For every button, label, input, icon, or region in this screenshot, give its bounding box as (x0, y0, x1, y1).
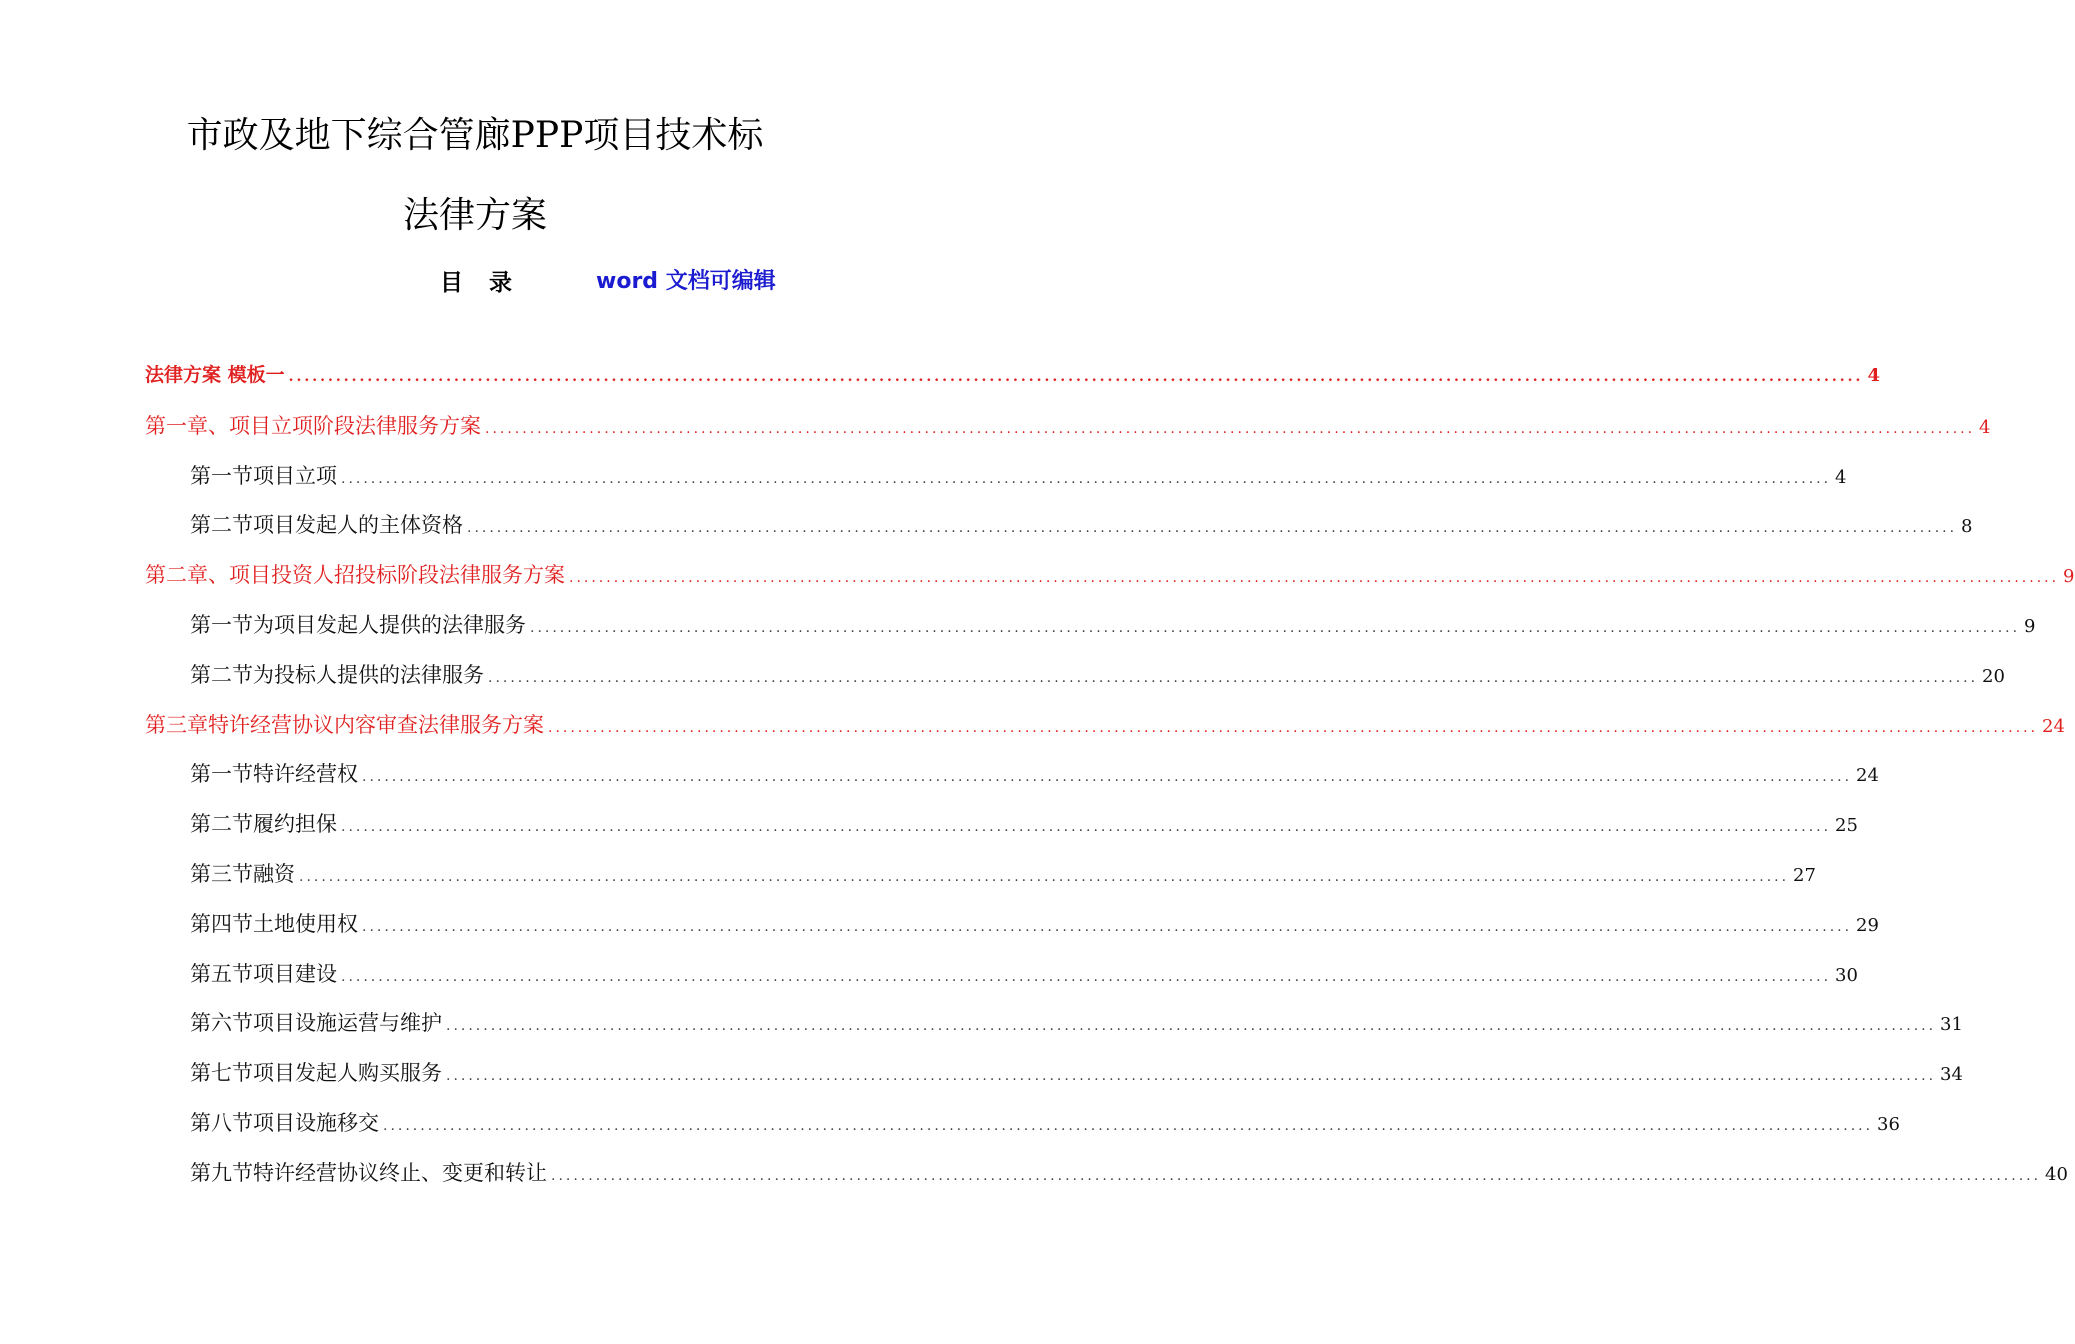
toc-header (440, 264, 800, 298)
toc-entry[interactable] (145, 559, 2075, 593)
toc-entry[interactable] (145, 410, 1991, 444)
toc-entry-page: 20 (1982, 665, 2005, 687)
document-title-line2: 法律方案 (402, 195, 547, 236)
toc-entry-page: 4 (1979, 416, 1991, 438)
toc-leader-dots: ........................................................................................................................................................................................................ (299, 869, 1790, 885)
document-title-line1: 市政及地下综合管廊PPP项目技术标 (186, 115, 764, 156)
toc-entry-label: 第九节特许经营协议终止、变更和转让 (190, 1160, 547, 1185)
toc-entry-page: 27 (1793, 865, 1816, 886)
toc-entry-page: 40 (2045, 1163, 2068, 1185)
toc-entry-page: 29 (1856, 914, 1879, 936)
toc-entry[interactable] (145, 709, 2065, 743)
toc-leader-dots: ........................................................................................................................................................................................................ (485, 420, 1976, 437)
toc-entry-label: 第二节履约担保 (190, 812, 337, 837)
toc-entry[interactable] (145, 360, 1880, 394)
toc-heading: 目录 (440, 270, 538, 296)
toc-entry-page: 24 (2042, 715, 2065, 737)
toc-entry-label: 第二节项目发起人的主体资格 (190, 513, 463, 538)
toc-entry[interactable] (190, 1157, 2068, 1191)
toc-leader-dots: ........................................................................................................................................................................................................ (488, 669, 1979, 686)
toc-entry-page: 4 (1867, 365, 1880, 386)
toc-entry-label: 第一节项目立项 (190, 463, 337, 488)
toc-entry[interactable] (190, 958, 1858, 992)
toc-entry-page: 25 (1835, 815, 1858, 837)
toc-entry-page: 34 (1940, 1064, 1963, 1086)
toc-entry-page: 24 (1856, 765, 1879, 787)
toc-entry[interactable] (190, 908, 1879, 942)
toc-entry-page: 9 (2024, 616, 2036, 637)
toc-entry-label: 第二章、项目投资人招投标阶段法律服务方案 (145, 563, 565, 588)
toc-entry-label: 第一节为项目发起人提供的法律服务 (190, 613, 526, 637)
toc-leader-dots: ........................................................................................................................................................................................................ (362, 918, 1853, 935)
toc-leader-dots: ........................................................................................................................................................................................................ (551, 1167, 2042, 1184)
toc-entry-page: 4 (1835, 466, 1847, 488)
toc-entry-label: 第三章特许经营协议内容审查法律服务方案 (145, 712, 544, 737)
toc-leader-dots: ........................................................................................................................................................................................................ (446, 1068, 1937, 1085)
toc-entry-label: 第五节项目建设 (190, 961, 337, 986)
toc-entry[interactable] (190, 509, 1973, 543)
toc-entry-label: 第一节特许经营权 (190, 762, 358, 787)
toc-entry-label: 法律方案 模板一 (145, 364, 285, 386)
toc-entry[interactable] (190, 1007, 1963, 1041)
toc-leader-dots: ........................................................................................................................................................................................................ (383, 1118, 1874, 1134)
toc-leader-dots: ........................................................................................................................................................................................................ (530, 620, 2021, 636)
editable-note: word 文档可编辑 (596, 269, 776, 294)
toc-entry-label: 第一章、项目立项阶段法律服务方案 (145, 413, 481, 438)
toc-entry-label: 第二节为投标人提供的法律服务 (190, 662, 484, 687)
toc-entry-page: 9 (2063, 566, 2075, 588)
toc-leader-dots: ........................................................................................................................................................................................................ (569, 570, 2060, 587)
toc-entry-label: 第六节项目设施运营与维护 (190, 1011, 442, 1036)
toc-entry[interactable] (190, 460, 1847, 494)
toc-leader-dots: ........................................................................................................................................................................................................ (341, 968, 1832, 985)
toc-entry[interactable] (190, 758, 1879, 792)
toc-leader-dots: ........................................................................................................................................................................................................ (288, 369, 1864, 385)
toc-entry[interactable] (190, 808, 1858, 842)
toc-leader-dots: ........................................................................................................................................................................................................ (548, 719, 2039, 736)
toc-entry[interactable] (190, 1057, 1963, 1091)
toc-leader-dots: ........................................................................................................................................................................................................ (446, 1018, 1937, 1035)
toc-entry[interactable] (190, 1107, 1900, 1141)
toc-entry-label: 第七节项目发起人购买服务 (190, 1061, 442, 1086)
toc-entry-label: 第四节土地使用权 (190, 911, 358, 936)
toc-entry[interactable] (190, 609, 2036, 643)
toc-leader-dots: ........................................................................................................................................................................................................ (341, 819, 1832, 836)
toc-entry[interactable] (190, 659, 2005, 693)
toc-leader-dots: ........................................................................................................................................................................................................ (362, 769, 1853, 786)
toc-entry-label: 第三节融资 (190, 862, 295, 886)
toc-leader-dots: ........................................................................................................................................................................................................ (341, 470, 1832, 487)
toc-entry-page: 36 (1877, 1114, 1900, 1135)
toc-entry-label: 第八节项目设施移交 (190, 1111, 379, 1135)
toc-entry[interactable] (190, 858, 1816, 892)
toc-entry-page: 30 (1835, 964, 1858, 986)
toc-entry-page: 8 (1961, 516, 1973, 538)
toc-leader-dots: ........................................................................................................................................................................................................ (467, 520, 1958, 537)
toc-entry-page: 31 (1940, 1014, 1963, 1036)
